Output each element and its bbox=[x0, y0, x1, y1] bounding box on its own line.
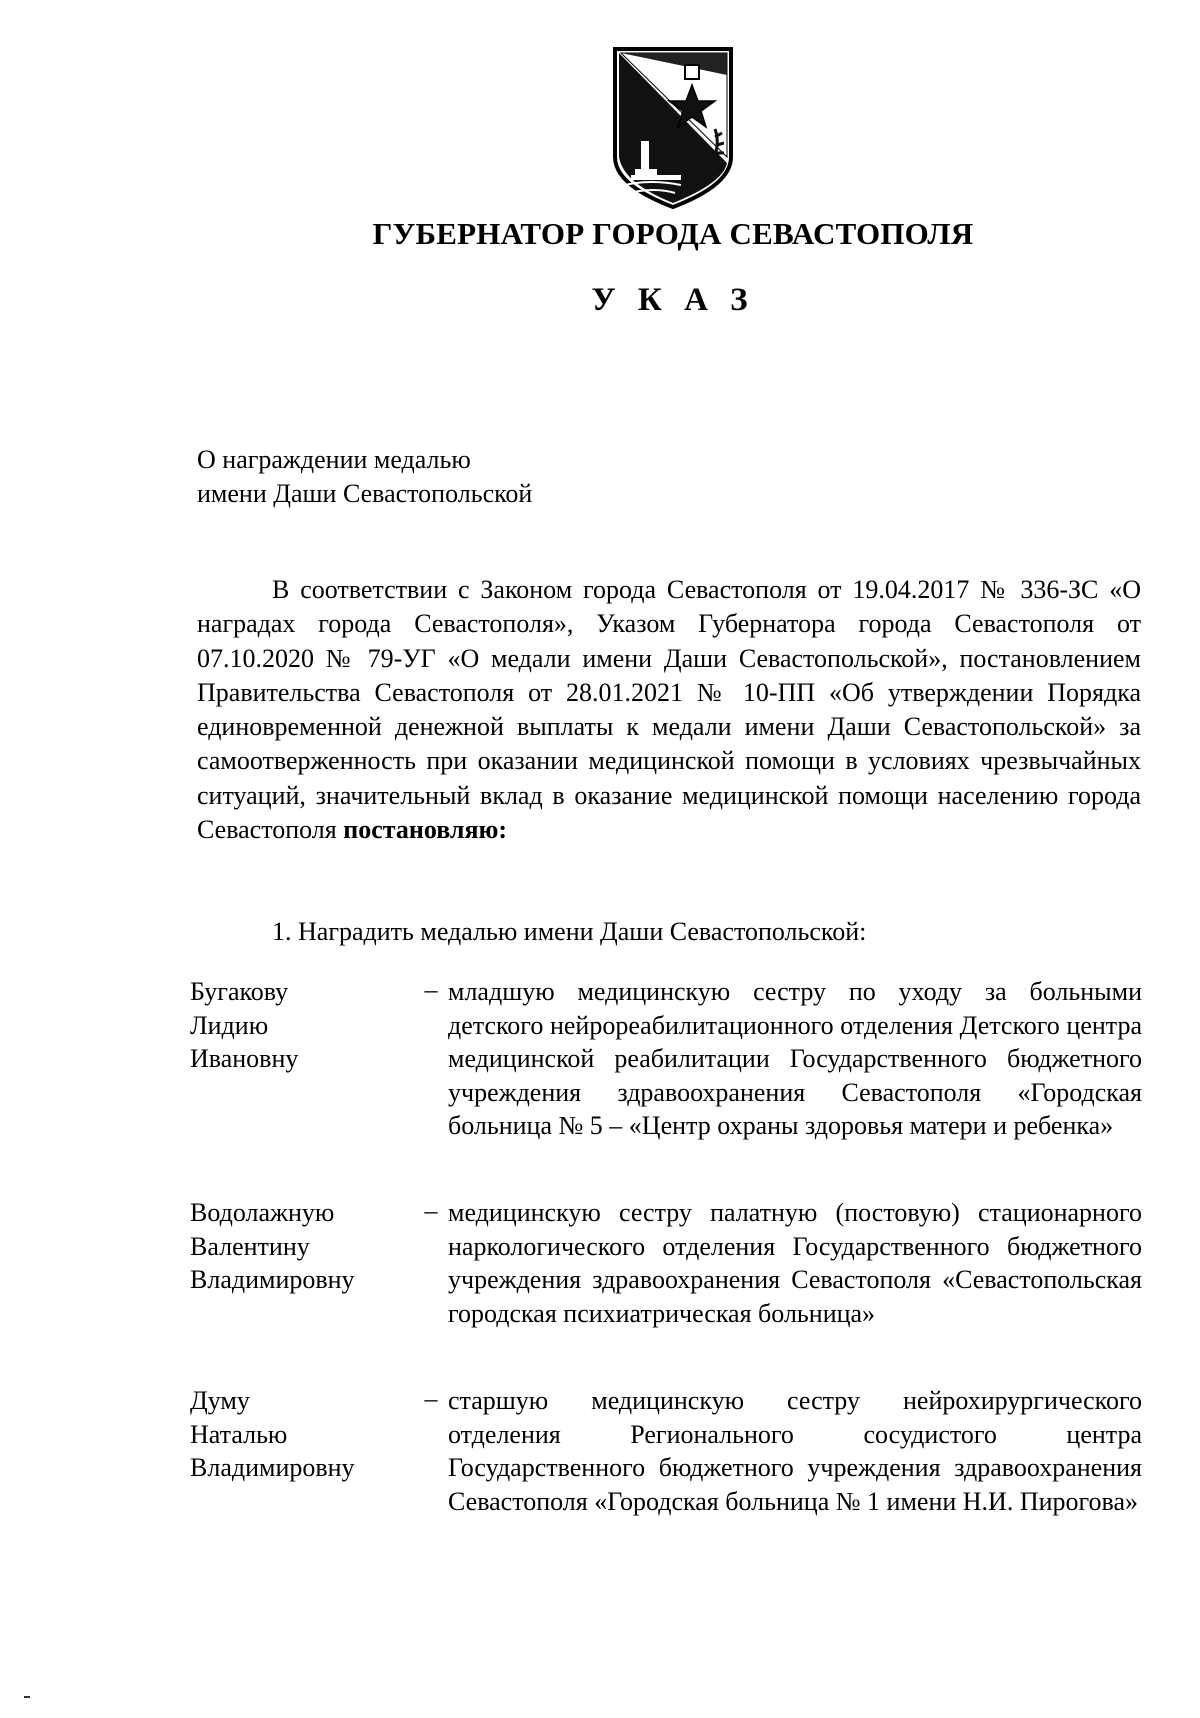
awardee-surname: Водолажную bbox=[190, 1198, 335, 1227]
awardee-patronymic: Владимировну bbox=[190, 1265, 355, 1295]
awardee-surname: Бугакову bbox=[190, 977, 289, 1006]
awardee-patronymic: Владимировну bbox=[190, 1453, 355, 1483]
awardee-description: младшую медицинскую сестру по уходу за больными детского нейрореабилитационного отделения Детского центра медицинской реабилитации Государственного бюджетного учреждения здравоохранения Севастополя «Городская больница № 5 – «Центр охраны здоровья матери и ребенка» bbox=[448, 977, 1142, 1141]
awardee-description: старшую медицинскую сестру нейрохирургического отделения Регионального сосудистого центра Государственного бюджетного учреждения здравоохранения Севастополя «Городская больница № 1 имени Н.И. Пирогова» bbox=[448, 1386, 1142, 1516]
awardee-first-name: Наталью bbox=[190, 1419, 288, 1449]
dash-separator: – bbox=[424, 1196, 438, 1225]
awardee-name bbox=[190, 975, 410, 1076]
scan-mark bbox=[24, 1696, 30, 1698]
awardee-description: медицинскую сестру палатную (постовую) стационарного наркологического отделения Государственного бюджетного учреждения здравоохранения Севастополя «Севастопольская городская психиатрическая больница» bbox=[448, 1198, 1142, 1328]
decree-subject bbox=[197, 443, 532, 511]
subject-line-1: О награждении медалью bbox=[197, 445, 471, 474]
organization-title: ГУБЕРНАТОР ГОРОДА СЕВАСТОПОЛЯ bbox=[372, 216, 974, 251]
item-1-heading: 1. Наградить медалью имени Даши Севастопольской: bbox=[272, 917, 867, 946]
awardee-first-name: Валентину bbox=[190, 1231, 310, 1261]
awardee-first-name: Лидию bbox=[190, 1010, 269, 1040]
document-type: У К А З bbox=[591, 282, 755, 318]
awardee-surname: Думу bbox=[190, 1386, 250, 1415]
preamble-paragraph bbox=[197, 573, 1141, 847]
dash-separator: – bbox=[424, 975, 438, 1004]
sevastopol-coat-of-arms-icon bbox=[611, 45, 735, 210]
awardee-name bbox=[190, 1196, 410, 1297]
preamble-text: В соответствии с Законом города Севастополя от 19.04.2017 № 336-ЗС «О наградах города Севастополя», Указом Губернатора города Севастополя от 07.10.2020 № 79-УГ «О медали имени Даши Севастопольской», постановлением Правительства Севастополя от 28.01.2021 № 10-ПП «Об утверждении Порядка единовременной денежной выплаты к медали имени Даши Севастопольской» за самоотверженность при оказании медицинской помощи в условиях чрезвычайных ситуаций, значительный вклад в оказание медицинской помощи населению города Севастополя bbox=[197, 575, 1141, 845]
dash-separator: – bbox=[424, 1384, 438, 1413]
awardee-name bbox=[190, 1384, 410, 1485]
awardee-patronymic: Ивановну bbox=[190, 1044, 299, 1074]
decree-word: постановляю: bbox=[343, 815, 508, 845]
subject-line-2: имени Даши Севастопольской bbox=[197, 479, 533, 508]
